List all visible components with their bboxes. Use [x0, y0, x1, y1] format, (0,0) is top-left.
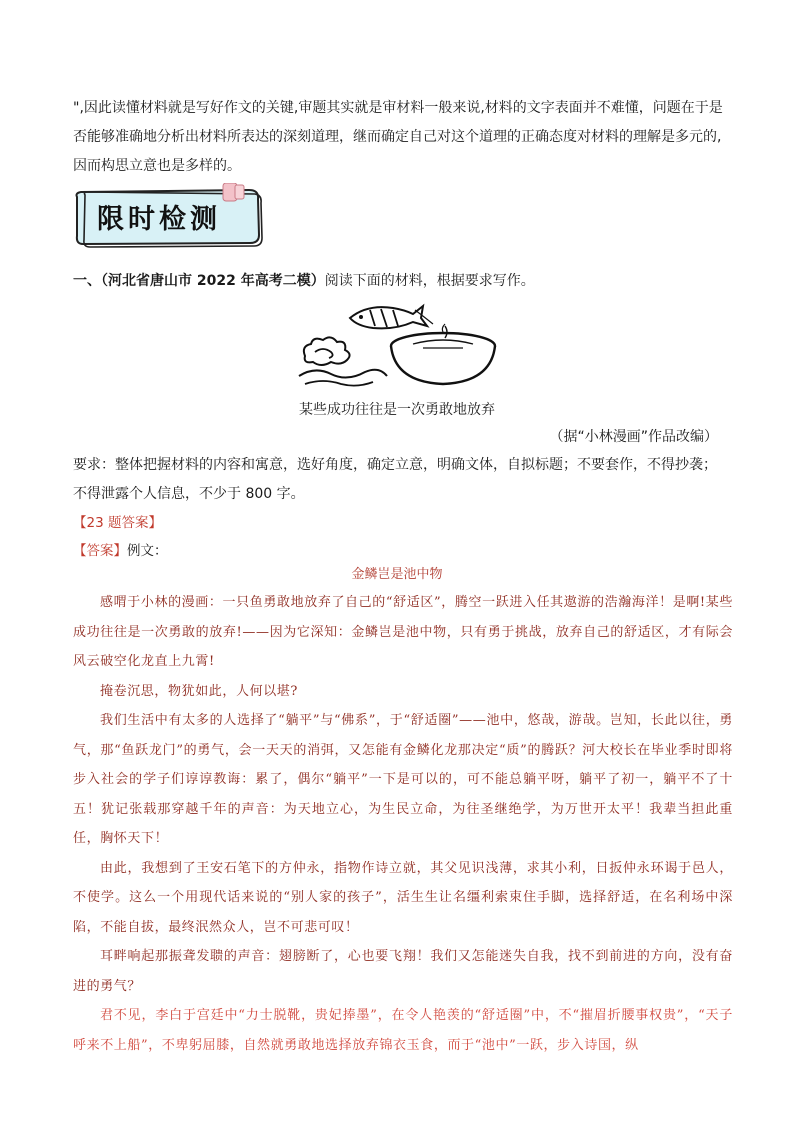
answer-line	[73, 538, 723, 564]
essay-paragraph: 由此，我想到了王安石笔下的方仲永，指物作诗立就，其父见识浅薄，求其小利，日扳仲永环谒于邑人，不使学。这么一个用现代话来说的“别人家的孩子”，活生生让名缰利索束住手脚，选择舒适，在名利场中深陷，不能自拔，最终泯然众人，岂不可悲可叹！	[73, 860, 733, 935]
essay-paragraph: 我们生活中有太多的人选择了“躺平”与“佛系”，于“舒适圈”——池中，悠哉，游哉。岂知，长此以往，勇气，那“鱼跃龙门”的勇气，会一天天的消弭，又怎能有金鳞化龙那决定“质”的腾跃？河大校长在毕业季时即将步入社会的学子们谆谆教诲：累了，偶尔“躺平”一下是可以的，可不能总躺平呀，躺平了初一，躺平不了十五！犹记张载那穿越千年的声音：为天地立心，为生民立命，为往圣继绝学，为万世开太平！我辈当担此重任，胸怀天下！	[73, 713, 733, 846]
essay-paragraph: 耳畔响起那振聋发聩的声音：翅膀断了，心也要飞翔！我们又怎能迷失自我，找不到前进的方向，没有奋进的勇气？	[73, 949, 733, 994]
essay-body	[73, 588, 733, 1060]
answer-example: 例文：	[127, 543, 168, 559]
requirements: 要求：整体把握材料的内容和寓意，选好角度，确定立意，明确文体，自拟标题；不要套作，不得抄袭；不得泄露个人信息，不少于 800 字。	[73, 457, 717, 502]
answer-label: 【答案】	[73, 543, 127, 559]
question-prompt: 阅读下面的材料，根据要求写作。	[324, 273, 535, 289]
answer-number: 【23 题答案】	[73, 515, 162, 531]
section-banner	[73, 183, 263, 249]
essay-title: 金鳞岂是池中物	[351, 567, 443, 582]
essay-paragraph: 掩卷沉思，物犹如此，人何以堪?	[100, 683, 298, 699]
question-line	[73, 268, 723, 294]
question-source: （河北省唐山市 2022 年高考二模）	[101, 273, 325, 289]
essay-paragraph: 感喟于小林的漫画：一只鱼勇敢地放弃了自己的“舒适区”，腾空一跃进入任其遨游的浩瀚海洋！是啊!某些成功往往是一次勇敢的放弃!——因为它深知：金鳞岂是池中物，只有勇于挑战，放弃自己的舒适区，才有际会风云破空化龙直上九霄!	[73, 595, 733, 669]
cartoon-caption: 某些成功往往是一次勇敢地放弃	[299, 402, 495, 418]
essay-paragraph: 君不见，李白于宫廷中“力士脱靴，贵妃捧墨”，在令人艳羡的“舒适圈”中，不“摧眉折腰事权贵”，“天子呼来不上船”，不卑躬屈膝，自然就勇敢地选择放弃锦衣玉食，而于“池中”一跃，步入诗国，纵	[73, 1008, 733, 1053]
fish-bowl-cartoon	[295, 296, 505, 391]
question-number: 一、	[73, 273, 101, 289]
cartoon-source: （据“小林漫画”作品改编）	[549, 429, 718, 445]
banner-title: 限时检测	[97, 204, 221, 235]
intro-paragraph: ",因此读懂材料就是写好作文的关键,审题其实就是审材料一般来说,材料的文字表面并不难懂，问题在于是否能够准确地分析出材料所表达的深刻道理，继而确定自己对这个道理的正确态度对材料的理解是多元的,因而构思立意也是多样的。	[73, 100, 723, 174]
